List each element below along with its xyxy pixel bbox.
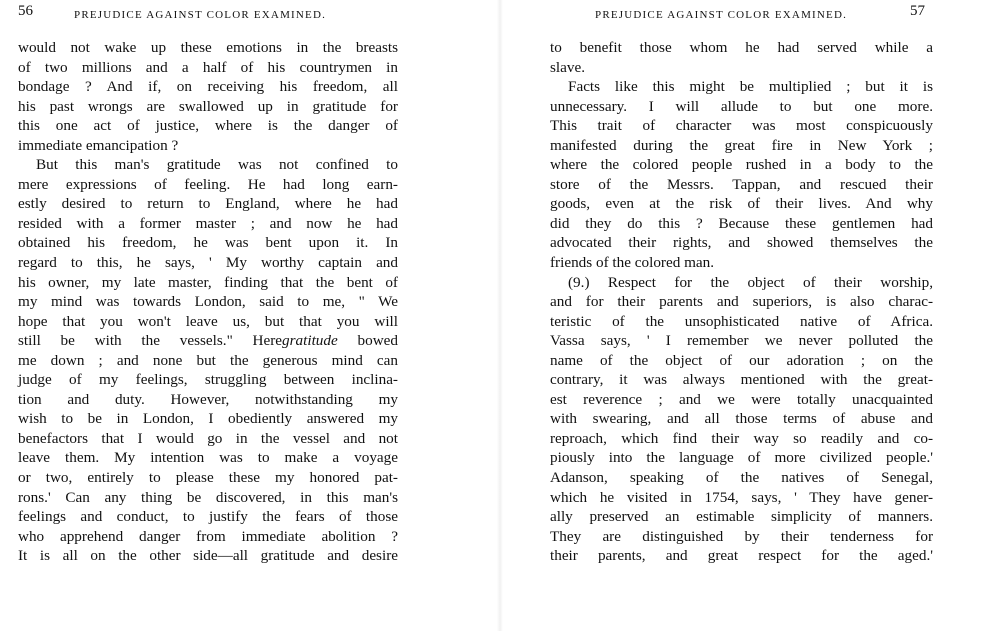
- text-line: friends of the colored man.: [550, 254, 715, 272]
- text-line: Vassa says, ' I remember we never polluted the: [550, 332, 933, 350]
- text-line: wish to be in London, I obediently answered my: [18, 410, 398, 428]
- text-line: leave them. My intention was to make a voyage: [18, 449, 398, 467]
- text-line: [18, 331, 398, 351]
- right-running-title: PREJUDICE AGAINST COLOR EXAMINED.: [595, 9, 848, 21]
- text-line: reproach, which find their way so readily and co-: [550, 429, 933, 447]
- text-line: with swearing, and all those terms of abuse and: [550, 410, 933, 428]
- text-line: his past wrongs are swallowed up in gratitude for: [18, 97, 398, 115]
- text-segment: bowed: [337, 332, 398, 350]
- text-line: rons.' Can any thing be discovered, in this man's: [18, 488, 398, 506]
- right-page-text: [550, 38, 933, 566]
- text-line: This trait of character was most conspicuously: [550, 117, 933, 135]
- text-line: benefactors that I would go in the vessel and not: [18, 429, 398, 447]
- text-line: his owner, my late master, finding that the bent of: [18, 273, 398, 291]
- left-running-title: PREJUDICE AGAINST COLOR EXAMINED.: [74, 9, 327, 21]
- text-line: this one act of justice, where is the danger of: [18, 117, 398, 135]
- text-line: store of the Messrs. Tappan, and rescued their: [550, 175, 933, 193]
- text-line: slave.: [550, 58, 586, 76]
- left-page-text: [18, 38, 398, 566]
- text-line: Adanson, speaking of the natives of Senegal,: [550, 469, 933, 487]
- text-line: teristic of the unsophisticated native of Africa.: [550, 312, 933, 330]
- text-line: of two millions and a half of his countrymen in: [18, 58, 398, 76]
- text-line: who apprehend danger from immediate abolition ?: [18, 527, 398, 545]
- text-line: did they do this ? Because these gentlemen had: [550, 214, 933, 232]
- text-line: Facts like this might be multiplied ; but it is: [568, 78, 933, 96]
- text-line: unnecessary. I will allude to but one more.: [550, 97, 933, 115]
- text-line: obtained his freedom, he was bent upon it. In: [18, 234, 398, 252]
- text-line: regard to this, he says, ' My worthy captain and: [18, 254, 398, 272]
- text-line: est reverence ; and we were totally unacquainted: [550, 390, 933, 408]
- text-line: piously into the language of more civilized people.': [550, 449, 933, 467]
- text-line: name of the object of our adoration ; on the: [550, 351, 933, 369]
- text-line: tion and duty. However, notwithstanding my: [18, 390, 398, 408]
- text-line: It is all on the other side—all gratitude and desire: [18, 547, 398, 565]
- text-line: mere expressions of feeling. He had long earn-: [18, 175, 398, 193]
- text-segment: still be with the vessels." Here: [18, 332, 283, 350]
- text-line: (9.) Respect for the object of their worship,: [568, 273, 933, 291]
- text-line: their parents, and great respect for the aged.': [550, 547, 933, 565]
- text-line: would not wake up these emotions in the breasts: [18, 39, 398, 56]
- text-line: feelings and conduct, to justify the fears of those: [18, 508, 398, 526]
- text-line: advocated their rights, and showed themselves the: [550, 234, 933, 252]
- text-line: resided with a former master ; and now he had: [18, 214, 398, 232]
- text-line: or two, entirely to please these my honored pat-: [18, 469, 398, 487]
- text-line: me down ; and none but the generous mind can: [18, 351, 398, 369]
- text-line: goods, even at the risk of their lives. And why: [550, 195, 933, 213]
- text-line: to benefit those whom he had served while a: [550, 39, 933, 56]
- text-line: immediate emancipation ?: [18, 136, 179, 154]
- text-line: They are distinguished by their tenderness for: [550, 527, 933, 545]
- text-line: estly desired to return to England, where he had: [18, 195, 398, 213]
- italic-word: gratitude: [282, 332, 338, 350]
- text-line: ally preserved an estimable simplicity of manners.: [550, 508, 933, 526]
- text-line: and for their parents and superiors, is also charac-: [550, 293, 933, 311]
- right-page-number: 57: [910, 3, 925, 19]
- text-line: where the colored people rushed in a body to the: [550, 156, 933, 174]
- text-line: manifested during the great fire in New York ;: [550, 136, 933, 154]
- text-line: which he visited in 1754, says, ' They have gener-: [550, 488, 933, 506]
- left-page-number: 56: [18, 3, 33, 19]
- text-line: bondage ? And if, on receiving his freedom, all: [18, 78, 398, 96]
- text-line: contrary, it was always mentioned with the great-: [550, 371, 933, 389]
- text-line: judge of my feelings, struggling between inclina-: [18, 371, 398, 389]
- text-line: But this man's gratitude was not confined to: [36, 156, 398, 174]
- text-line: my mind was towards London, said to me, " We: [18, 293, 398, 311]
- left-page-header: [18, 5, 398, 25]
- text-line: hope that you won't leave us, but that you will: [18, 312, 398, 330]
